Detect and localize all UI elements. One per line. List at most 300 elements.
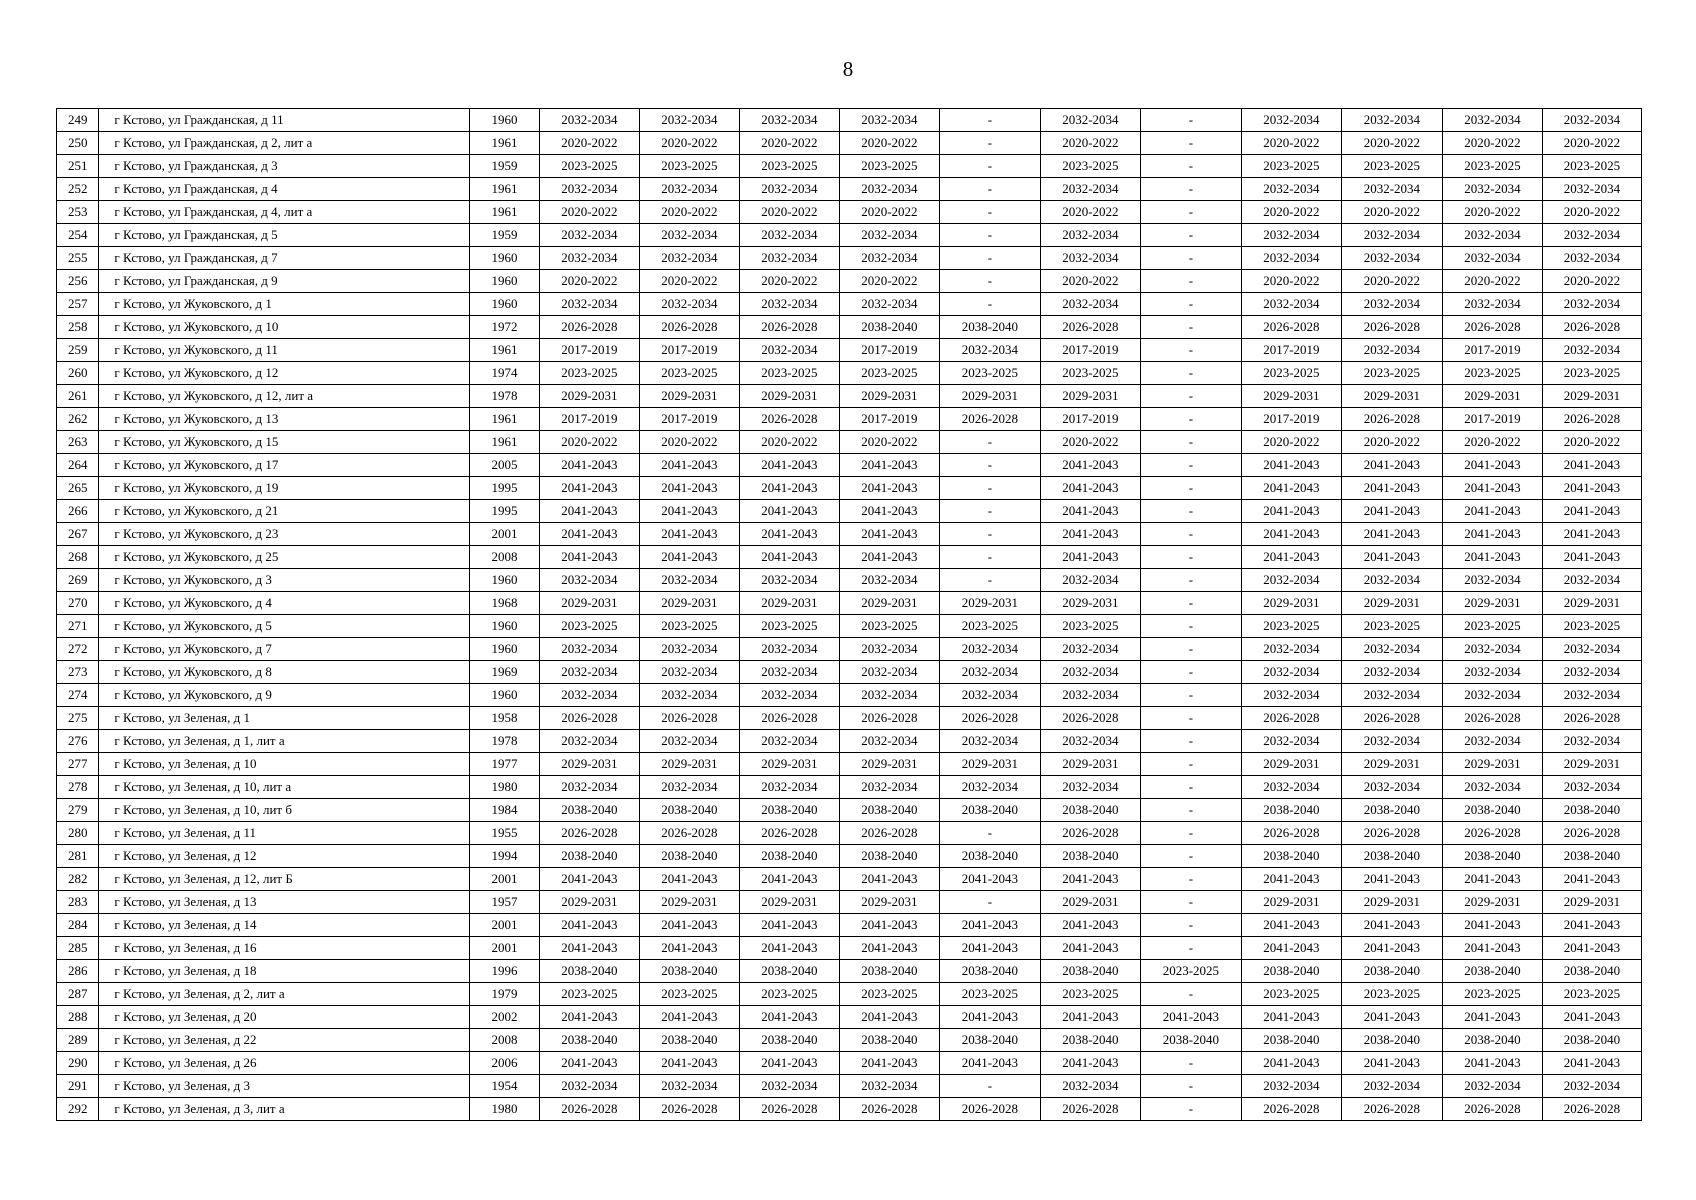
year-built-cell: 1960 bbox=[470, 293, 540, 316]
period-cell-10: 2032-2034 bbox=[1442, 1075, 1542, 1098]
period-cell-10: 2038-2040 bbox=[1442, 1029, 1542, 1052]
period-cell-3: 2032-2034 bbox=[739, 776, 839, 799]
address-cell: г Кстово, ул Зеленая, д 1 bbox=[99, 707, 470, 730]
period-cell-6: 2029-2031 bbox=[1040, 891, 1140, 914]
period-cell-9: 2038-2040 bbox=[1341, 1029, 1442, 1052]
table-row bbox=[57, 270, 1642, 293]
row-number: 283 bbox=[57, 891, 99, 914]
period-cell-10: 2032-2034 bbox=[1442, 109, 1542, 132]
period-cell-5: - bbox=[939, 454, 1040, 477]
period-cell-5: - bbox=[939, 569, 1040, 592]
period-cell-8: 2032-2034 bbox=[1241, 776, 1341, 799]
period-cell-5: - bbox=[939, 224, 1040, 247]
year-built-cell: 1996 bbox=[470, 960, 540, 983]
period-cell-10: 2032-2034 bbox=[1442, 638, 1542, 661]
year-built-cell: 1960 bbox=[470, 615, 540, 638]
period-cell-3: 2023-2025 bbox=[739, 362, 839, 385]
period-cell-10: 2020-2022 bbox=[1442, 132, 1542, 155]
year-built-cell: 1995 bbox=[470, 500, 540, 523]
period-cell-9: 2032-2034 bbox=[1341, 569, 1442, 592]
period-cell-4: 2026-2028 bbox=[839, 1098, 939, 1121]
period-cell-4: 2038-2040 bbox=[839, 960, 939, 983]
table-row bbox=[57, 339, 1642, 362]
period-cell-7: - bbox=[1140, 270, 1241, 293]
period-cell-7: - bbox=[1140, 592, 1241, 615]
period-cell-4: 2032-2034 bbox=[839, 1075, 939, 1098]
period-cell-5: 2032-2034 bbox=[939, 661, 1040, 684]
period-cell-1: 2041-2043 bbox=[539, 1006, 639, 1029]
period-cell-5: 2029-2031 bbox=[939, 592, 1040, 615]
period-cell-1: 2041-2043 bbox=[539, 1052, 639, 1075]
period-cell-10: 2032-2034 bbox=[1442, 569, 1542, 592]
period-cell-11: 2032-2034 bbox=[1542, 224, 1641, 247]
period-cell-9: 2020-2022 bbox=[1341, 201, 1442, 224]
table-row bbox=[57, 546, 1642, 569]
period-cell-1: 2032-2034 bbox=[539, 247, 639, 270]
row-number: 256 bbox=[57, 270, 99, 293]
period-cell-8: 2041-2043 bbox=[1241, 937, 1341, 960]
address-cell: г Кстово, ул Гражданская, д 5 bbox=[99, 224, 470, 247]
period-cell-11: 2032-2034 bbox=[1542, 638, 1641, 661]
period-cell-1: 2038-2040 bbox=[539, 1029, 639, 1052]
period-cell-2: 2041-2043 bbox=[639, 523, 739, 546]
period-cell-10: 2041-2043 bbox=[1442, 868, 1542, 891]
address-cell: г Кстово, ул Жуковского, д 11 bbox=[99, 339, 470, 362]
address-cell: г Кстово, ул Зеленая, д 10 bbox=[99, 753, 470, 776]
period-cell-6: 2023-2025 bbox=[1040, 615, 1140, 638]
row-number: 281 bbox=[57, 845, 99, 868]
period-cell-8: 2041-2043 bbox=[1241, 500, 1341, 523]
year-built-cell: 1957 bbox=[470, 891, 540, 914]
period-cell-5: - bbox=[939, 546, 1040, 569]
period-cell-4: 2038-2040 bbox=[839, 845, 939, 868]
row-number: 286 bbox=[57, 960, 99, 983]
row-number: 250 bbox=[57, 132, 99, 155]
period-cell-1: 2032-2034 bbox=[539, 638, 639, 661]
table-row bbox=[57, 707, 1642, 730]
table-row bbox=[57, 1098, 1642, 1121]
year-built-cell: 1961 bbox=[470, 431, 540, 454]
period-cell-6: 2020-2022 bbox=[1040, 270, 1140, 293]
period-cell-11: 2029-2031 bbox=[1542, 891, 1641, 914]
period-cell-4: 2023-2025 bbox=[839, 983, 939, 1006]
address-cell: г Кстово, ул Жуковского, д 17 bbox=[99, 454, 470, 477]
period-cell-3: 2041-2043 bbox=[739, 500, 839, 523]
period-cell-11: 2020-2022 bbox=[1542, 270, 1641, 293]
period-cell-2: 2032-2034 bbox=[639, 569, 739, 592]
address-cell: г Кстово, ул Жуковского, д 19 bbox=[99, 477, 470, 500]
table-row bbox=[57, 776, 1642, 799]
address-cell: г Кстово, ул Зеленая, д 14 bbox=[99, 914, 470, 937]
table-row bbox=[57, 592, 1642, 615]
period-cell-5: 2038-2040 bbox=[939, 960, 1040, 983]
period-cell-3: 2029-2031 bbox=[739, 592, 839, 615]
year-built-cell: 1968 bbox=[470, 592, 540, 615]
address-cell: г Кстово, ул Зеленая, д 11 bbox=[99, 822, 470, 845]
year-built-cell: 1974 bbox=[470, 362, 540, 385]
period-cell-10: 2032-2034 bbox=[1442, 224, 1542, 247]
period-cell-4: 2032-2034 bbox=[839, 247, 939, 270]
row-number: 262 bbox=[57, 408, 99, 431]
period-cell-9: 2023-2025 bbox=[1341, 615, 1442, 638]
period-cell-2: 2032-2034 bbox=[639, 224, 739, 247]
period-cell-7: - bbox=[1140, 753, 1241, 776]
period-cell-11: 2029-2031 bbox=[1542, 385, 1641, 408]
period-cell-6: 2038-2040 bbox=[1040, 799, 1140, 822]
period-cell-4: 2026-2028 bbox=[839, 822, 939, 845]
period-cell-8: 2038-2040 bbox=[1241, 845, 1341, 868]
period-cell-7: - bbox=[1140, 500, 1241, 523]
period-cell-8: 2032-2034 bbox=[1241, 1075, 1341, 1098]
period-cell-6: 2032-2034 bbox=[1040, 638, 1140, 661]
row-number: 284 bbox=[57, 914, 99, 937]
row-number: 269 bbox=[57, 569, 99, 592]
period-cell-2: 2041-2043 bbox=[639, 1006, 739, 1029]
address-cell: г Кстово, ул Гражданская, д 4 bbox=[99, 178, 470, 201]
period-cell-1: 2029-2031 bbox=[539, 385, 639, 408]
period-cell-10: 2032-2034 bbox=[1442, 178, 1542, 201]
period-cell-5: - bbox=[939, 270, 1040, 293]
period-cell-6: 2020-2022 bbox=[1040, 431, 1140, 454]
period-cell-10: 2023-2025 bbox=[1442, 983, 1542, 1006]
period-cell-3: 2032-2034 bbox=[739, 178, 839, 201]
year-built-cell: 1961 bbox=[470, 132, 540, 155]
period-cell-8: 2023-2025 bbox=[1241, 362, 1341, 385]
period-cell-10: 2020-2022 bbox=[1442, 431, 1542, 454]
period-cell-2: 2020-2022 bbox=[639, 132, 739, 155]
period-cell-11: 2023-2025 bbox=[1542, 362, 1641, 385]
year-built-cell: 1959 bbox=[470, 155, 540, 178]
period-cell-11: 2032-2034 bbox=[1542, 339, 1641, 362]
period-cell-5: 2032-2034 bbox=[939, 638, 1040, 661]
period-cell-11: 2038-2040 bbox=[1542, 845, 1641, 868]
table-row bbox=[57, 730, 1642, 753]
address-cell: г Кстово, ул Гражданская, д 9 bbox=[99, 270, 470, 293]
year-built-cell: 1978 bbox=[470, 730, 540, 753]
period-cell-2: 2038-2040 bbox=[639, 799, 739, 822]
period-cell-3: 2020-2022 bbox=[739, 201, 839, 224]
period-cell-5: 2038-2040 bbox=[939, 799, 1040, 822]
row-number: 260 bbox=[57, 362, 99, 385]
period-cell-5: 2023-2025 bbox=[939, 362, 1040, 385]
address-cell: г Кстово, ул Зеленая, д 12 bbox=[99, 845, 470, 868]
period-cell-8: 2020-2022 bbox=[1241, 132, 1341, 155]
period-cell-5: 2041-2043 bbox=[939, 868, 1040, 891]
year-built-cell: 2001 bbox=[470, 914, 540, 937]
period-cell-10: 2041-2043 bbox=[1442, 477, 1542, 500]
period-cell-2: 2023-2025 bbox=[639, 983, 739, 1006]
period-cell-7: - bbox=[1140, 776, 1241, 799]
address-cell: г Кстово, ул Жуковского, д 15 bbox=[99, 431, 470, 454]
period-cell-1: 2032-2034 bbox=[539, 1075, 639, 1098]
period-cell-1: 2026-2028 bbox=[539, 316, 639, 339]
period-cell-4: 2041-2043 bbox=[839, 868, 939, 891]
period-cell-9: 2026-2028 bbox=[1341, 707, 1442, 730]
address-cell: г Кстово, ул Зеленая, д 3 bbox=[99, 1075, 470, 1098]
period-cell-8: 2023-2025 bbox=[1241, 615, 1341, 638]
period-cell-11: 2032-2034 bbox=[1542, 661, 1641, 684]
period-cell-11: 2026-2028 bbox=[1542, 316, 1641, 339]
period-cell-4: 2032-2034 bbox=[839, 661, 939, 684]
period-cell-9: 2032-2034 bbox=[1341, 224, 1442, 247]
period-cell-9: 2029-2031 bbox=[1341, 753, 1442, 776]
period-cell-5: 2029-2031 bbox=[939, 753, 1040, 776]
period-cell-5: - bbox=[939, 155, 1040, 178]
period-cell-6: 2032-2034 bbox=[1040, 684, 1140, 707]
address-cell: г Кстово, ул Жуковского, д 23 bbox=[99, 523, 470, 546]
period-cell-10: 2041-2043 bbox=[1442, 937, 1542, 960]
address-cell: г Кстово, ул Жуковского, д 9 bbox=[99, 684, 470, 707]
year-built-cell: 2001 bbox=[470, 523, 540, 546]
period-cell-4: 2041-2043 bbox=[839, 523, 939, 546]
period-cell-8: 2026-2028 bbox=[1241, 707, 1341, 730]
period-cell-7: 2038-2040 bbox=[1140, 1029, 1241, 1052]
address-cell: г Кстово, ул Жуковского, д 7 bbox=[99, 638, 470, 661]
period-cell-4: 2032-2034 bbox=[839, 224, 939, 247]
period-cell-2: 2026-2028 bbox=[639, 707, 739, 730]
period-cell-8: 2032-2034 bbox=[1241, 224, 1341, 247]
period-cell-8: 2029-2031 bbox=[1241, 385, 1341, 408]
period-cell-8: 2032-2034 bbox=[1241, 247, 1341, 270]
period-cell-1: 2041-2043 bbox=[539, 914, 639, 937]
period-cell-5: 2038-2040 bbox=[939, 1029, 1040, 1052]
period-cell-5: 2041-2043 bbox=[939, 914, 1040, 937]
table-row bbox=[57, 914, 1642, 937]
period-cell-8: 2026-2028 bbox=[1241, 316, 1341, 339]
table-row bbox=[57, 868, 1642, 891]
period-cell-2: 2041-2043 bbox=[639, 1052, 739, 1075]
period-cell-9: 2041-2043 bbox=[1341, 546, 1442, 569]
period-cell-9: 2041-2043 bbox=[1341, 937, 1442, 960]
period-cell-2: 2032-2034 bbox=[639, 638, 739, 661]
period-cell-11: 2029-2031 bbox=[1542, 753, 1641, 776]
period-cell-1: 2020-2022 bbox=[539, 132, 639, 155]
period-cell-5: 2026-2028 bbox=[939, 707, 1040, 730]
period-cell-2: 2029-2031 bbox=[639, 753, 739, 776]
row-number: 249 bbox=[57, 109, 99, 132]
period-cell-9: 2032-2034 bbox=[1341, 661, 1442, 684]
period-cell-4: 2041-2043 bbox=[839, 477, 939, 500]
address-cell: г Кстово, ул Зеленая, д 18 bbox=[99, 960, 470, 983]
period-cell-11: 2026-2028 bbox=[1542, 408, 1641, 431]
period-cell-11: 2032-2034 bbox=[1542, 109, 1641, 132]
period-cell-10: 2041-2043 bbox=[1442, 546, 1542, 569]
period-cell-11: 2041-2043 bbox=[1542, 937, 1641, 960]
period-cell-7: - bbox=[1140, 730, 1241, 753]
period-cell-11: 2041-2043 bbox=[1542, 546, 1641, 569]
row-number: 292 bbox=[57, 1098, 99, 1121]
period-cell-3: 2038-2040 bbox=[739, 960, 839, 983]
period-cell-5: 2032-2034 bbox=[939, 730, 1040, 753]
period-cell-6: 2026-2028 bbox=[1040, 1098, 1140, 1121]
period-cell-8: 2017-2019 bbox=[1241, 408, 1341, 431]
address-cell: г Кстово, ул Зеленая, д 20 bbox=[99, 1006, 470, 1029]
row-number: 261 bbox=[57, 385, 99, 408]
period-cell-4: 2029-2031 bbox=[839, 753, 939, 776]
period-cell-5: 2041-2043 bbox=[939, 1052, 1040, 1075]
period-cell-7: - bbox=[1140, 661, 1241, 684]
table-row bbox=[57, 385, 1642, 408]
period-cell-9: 2026-2028 bbox=[1341, 316, 1442, 339]
period-cell-10: 2017-2019 bbox=[1442, 408, 1542, 431]
row-number: 280 bbox=[57, 822, 99, 845]
period-cell-6: 2032-2034 bbox=[1040, 1075, 1140, 1098]
period-cell-5: - bbox=[939, 891, 1040, 914]
period-cell-9: 2032-2034 bbox=[1341, 684, 1442, 707]
period-cell-10: 2032-2034 bbox=[1442, 776, 1542, 799]
period-cell-8: 2029-2031 bbox=[1241, 891, 1341, 914]
period-cell-11: 2038-2040 bbox=[1542, 960, 1641, 983]
period-cell-11: 2041-2043 bbox=[1542, 914, 1641, 937]
row-number: 290 bbox=[57, 1052, 99, 1075]
period-cell-2: 2041-2043 bbox=[639, 914, 739, 937]
year-built-cell: 2008 bbox=[470, 1029, 540, 1052]
period-cell-10: 2020-2022 bbox=[1442, 201, 1542, 224]
period-cell-2: 2026-2028 bbox=[639, 1098, 739, 1121]
period-cell-9: 2038-2040 bbox=[1341, 960, 1442, 983]
period-cell-1: 2023-2025 bbox=[539, 983, 639, 1006]
period-cell-11: 2020-2022 bbox=[1542, 431, 1641, 454]
year-built-cell: 1977 bbox=[470, 753, 540, 776]
period-cell-11: 2032-2034 bbox=[1542, 247, 1641, 270]
year-built-cell: 1954 bbox=[470, 1075, 540, 1098]
row-number: 270 bbox=[57, 592, 99, 615]
period-cell-8: 2041-2043 bbox=[1241, 546, 1341, 569]
period-cell-5: 2041-2043 bbox=[939, 1006, 1040, 1029]
period-cell-10: 2041-2043 bbox=[1442, 1052, 1542, 1075]
period-cell-10: 2026-2028 bbox=[1442, 316, 1542, 339]
period-cell-2: 2038-2040 bbox=[639, 960, 739, 983]
period-cell-5: 2032-2034 bbox=[939, 339, 1040, 362]
period-cell-3: 2029-2031 bbox=[739, 891, 839, 914]
table-row bbox=[57, 799, 1642, 822]
period-cell-11: 2041-2043 bbox=[1542, 500, 1641, 523]
period-cell-11: 2023-2025 bbox=[1542, 155, 1641, 178]
period-cell-2: 2020-2022 bbox=[639, 201, 739, 224]
period-cell-6: 2029-2031 bbox=[1040, 385, 1140, 408]
period-cell-6: 2041-2043 bbox=[1040, 546, 1140, 569]
period-cell-4: 2029-2031 bbox=[839, 891, 939, 914]
address-cell: г Кстово, ул Зеленая, д 10, лит б bbox=[99, 799, 470, 822]
year-built-cell: 1960 bbox=[470, 109, 540, 132]
year-built-cell: 1980 bbox=[470, 776, 540, 799]
year-built-cell: 1955 bbox=[470, 822, 540, 845]
period-cell-2: 2041-2043 bbox=[639, 546, 739, 569]
period-cell-4: 2041-2043 bbox=[839, 914, 939, 937]
period-cell-7: - bbox=[1140, 408, 1241, 431]
period-cell-3: 2029-2031 bbox=[739, 385, 839, 408]
period-cell-4: 2026-2028 bbox=[839, 707, 939, 730]
period-cell-10: 2038-2040 bbox=[1442, 845, 1542, 868]
period-cell-5: - bbox=[939, 132, 1040, 155]
year-built-cell: 1960 bbox=[470, 684, 540, 707]
period-cell-10: 2041-2043 bbox=[1442, 523, 1542, 546]
period-cell-10: 2032-2034 bbox=[1442, 730, 1542, 753]
period-cell-6: 2041-2043 bbox=[1040, 1006, 1140, 1029]
period-cell-11: 2032-2034 bbox=[1542, 730, 1641, 753]
period-cell-8: 2020-2022 bbox=[1241, 201, 1341, 224]
period-cell-6: 2038-2040 bbox=[1040, 960, 1140, 983]
period-cell-6: 2023-2025 bbox=[1040, 983, 1140, 1006]
period-cell-10: 2026-2028 bbox=[1442, 1098, 1542, 1121]
table-row bbox=[57, 132, 1642, 155]
table-row bbox=[57, 408, 1642, 431]
period-cell-9: 2041-2043 bbox=[1341, 868, 1442, 891]
address-cell: г Кстово, ул Зеленая, д 13 bbox=[99, 891, 470, 914]
period-cell-10: 2029-2031 bbox=[1442, 891, 1542, 914]
period-cell-9: 2032-2034 bbox=[1341, 1075, 1442, 1098]
period-cell-3: 2032-2034 bbox=[739, 109, 839, 132]
period-cell-5: - bbox=[939, 500, 1040, 523]
period-cell-6: 2032-2034 bbox=[1040, 293, 1140, 316]
table-row bbox=[57, 937, 1642, 960]
period-cell-10: 2041-2043 bbox=[1442, 454, 1542, 477]
period-cell-6: 2032-2034 bbox=[1040, 224, 1140, 247]
address-cell: г Кстово, ул Жуковского, д 13 bbox=[99, 408, 470, 431]
table-row bbox=[57, 661, 1642, 684]
period-cell-6: 2026-2028 bbox=[1040, 316, 1140, 339]
period-cell-10: 2017-2019 bbox=[1442, 339, 1542, 362]
period-cell-6: 2032-2034 bbox=[1040, 247, 1140, 270]
row-number: 285 bbox=[57, 937, 99, 960]
period-cell-11: 2032-2034 bbox=[1542, 569, 1641, 592]
period-cell-9: 2041-2043 bbox=[1341, 477, 1442, 500]
period-cell-8: 2032-2034 bbox=[1241, 730, 1341, 753]
period-cell-4: 2032-2034 bbox=[839, 109, 939, 132]
period-cell-3: 2032-2034 bbox=[739, 730, 839, 753]
period-cell-5: 2038-2040 bbox=[939, 845, 1040, 868]
row-number: 289 bbox=[57, 1029, 99, 1052]
period-cell-1: 2032-2034 bbox=[539, 109, 639, 132]
period-cell-7: - bbox=[1140, 569, 1241, 592]
period-cell-8: 2041-2043 bbox=[1241, 1006, 1341, 1029]
period-cell-6: 2020-2022 bbox=[1040, 201, 1140, 224]
period-cell-11: 2041-2043 bbox=[1542, 523, 1641, 546]
period-cell-9: 2032-2034 bbox=[1341, 339, 1442, 362]
period-cell-6: 2032-2034 bbox=[1040, 730, 1140, 753]
period-cell-7: - bbox=[1140, 178, 1241, 201]
address-cell: г Кстово, ул Жуковского, д 25 bbox=[99, 546, 470, 569]
period-cell-3: 2041-2043 bbox=[739, 868, 839, 891]
period-cell-2: 2032-2034 bbox=[639, 247, 739, 270]
period-cell-3: 2023-2025 bbox=[739, 615, 839, 638]
period-cell-1: 2041-2043 bbox=[539, 937, 639, 960]
year-built-cell: 2001 bbox=[470, 868, 540, 891]
period-cell-4: 2023-2025 bbox=[839, 155, 939, 178]
table-row bbox=[57, 891, 1642, 914]
period-cell-8: 2026-2028 bbox=[1241, 822, 1341, 845]
table-row bbox=[57, 362, 1642, 385]
period-cell-9: 2026-2028 bbox=[1341, 408, 1442, 431]
period-cell-9: 2023-2025 bbox=[1341, 362, 1442, 385]
period-cell-9: 2032-2034 bbox=[1341, 730, 1442, 753]
period-cell-8: 2023-2025 bbox=[1241, 983, 1341, 1006]
row-number: 266 bbox=[57, 500, 99, 523]
period-cell-7: 2041-2043 bbox=[1140, 1006, 1241, 1029]
period-cell-4: 2032-2034 bbox=[839, 178, 939, 201]
period-cell-10: 2038-2040 bbox=[1442, 799, 1542, 822]
period-cell-3: 2041-2043 bbox=[739, 1006, 839, 1029]
address-cell: г Кстово, ул Зеленая, д 1, лит а bbox=[99, 730, 470, 753]
year-built-cell: 1960 bbox=[470, 638, 540, 661]
repair-schedule-table bbox=[56, 108, 1642, 1121]
period-cell-6: 2032-2034 bbox=[1040, 178, 1140, 201]
period-cell-3: 2032-2034 bbox=[739, 1075, 839, 1098]
table-row bbox=[57, 316, 1642, 339]
period-cell-3: 2041-2043 bbox=[739, 937, 839, 960]
period-cell-3: 2032-2034 bbox=[739, 684, 839, 707]
period-cell-9: 2041-2043 bbox=[1341, 454, 1442, 477]
